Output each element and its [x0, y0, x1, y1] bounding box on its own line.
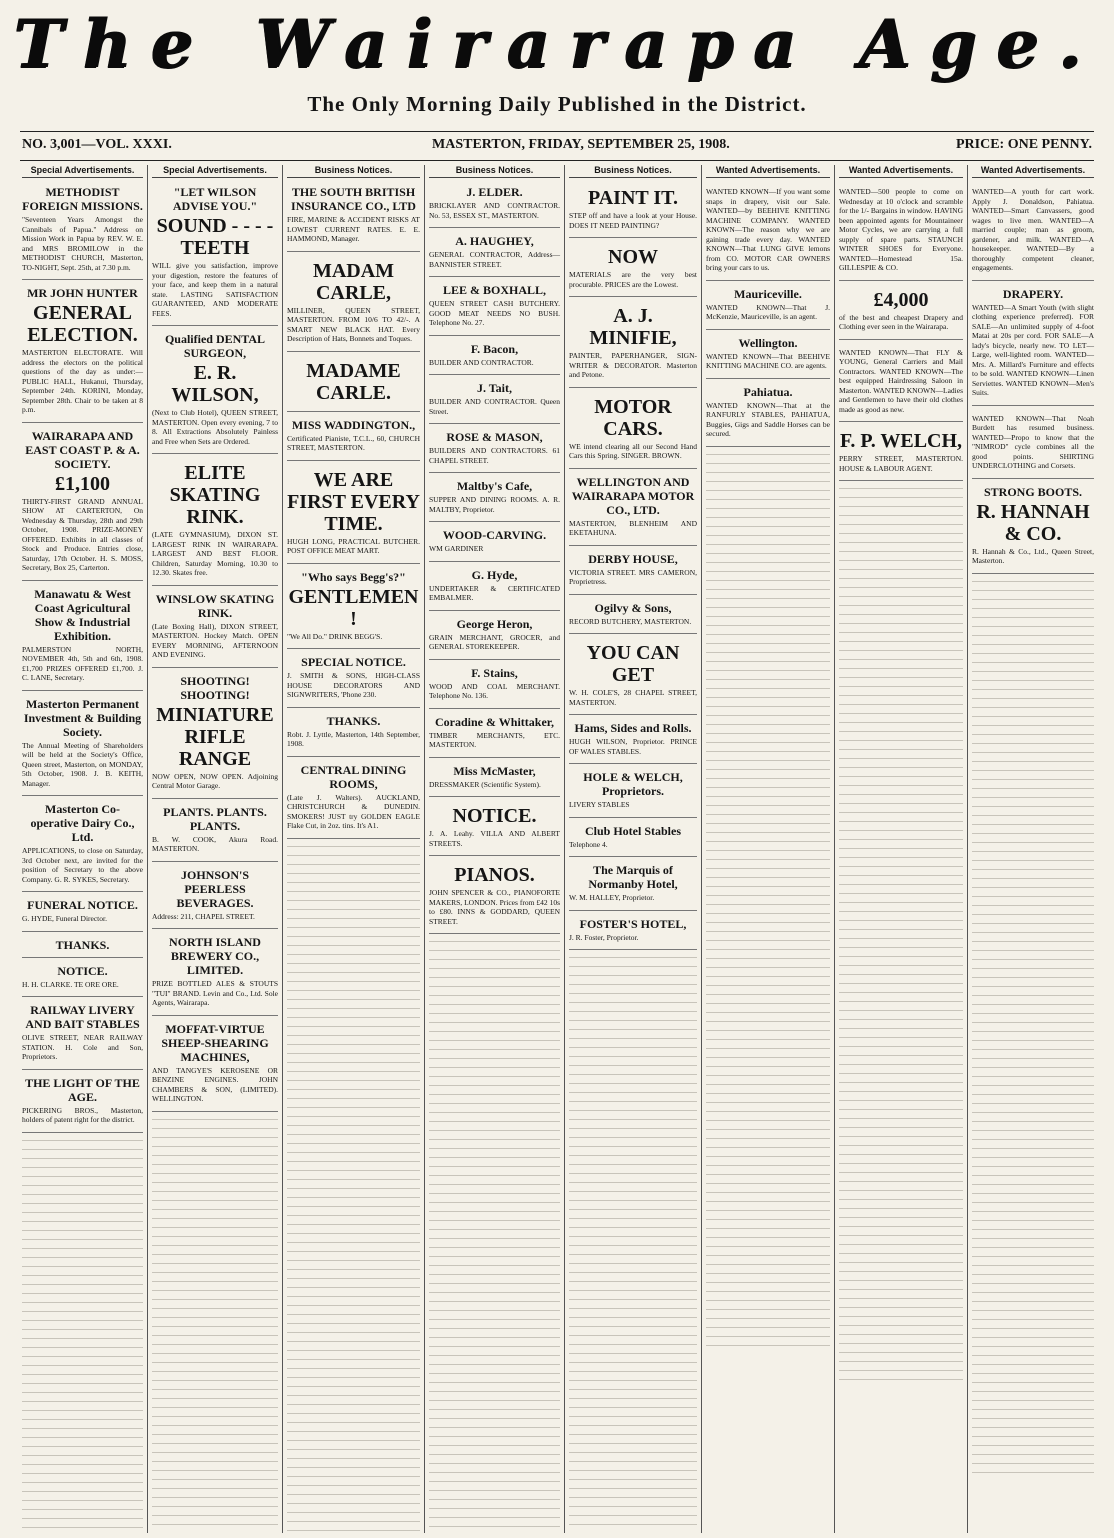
advertisement: [569, 914, 697, 951]
advertisement: [569, 391, 697, 469]
ad-heading: Hams, Sides and Rolls.: [574, 721, 692, 735]
ad-body-text: Telephone 4.: [569, 839, 608, 849]
advertisement: [429, 339, 560, 376]
advertisement: [287, 711, 420, 757]
ad-body-text: PRIZE BOTTLED ALES & STOUTS "TUI" BRAND. Levin and Co., Ltd. Sole Agents, Wairarapa.: [152, 979, 278, 1007]
column-heading: Special Advertisements.: [22, 165, 143, 178]
ad-body-text: DRESSMAKER (Scientific System).: [429, 779, 541, 789]
ad-body-text: MATERIALS are the very best procurable. PRICES are the Lowest.: [569, 270, 697, 289]
ad-heading: Qualified DENTAL SURGEON,: [164, 332, 266, 360]
ad-heading: Club Hotel Stables: [584, 823, 681, 838]
ad-body-text: WANTED KNOWN—That J. McKenzie, Mauriceville, is an agent.: [706, 302, 830, 321]
advertisement: [152, 932, 278, 1016]
masthead: [0, 0, 1114, 88]
ad-heading: Ogilvy & Sons,: [594, 600, 672, 615]
ad-heading: THE LIGHT OF THE AGE.: [25, 1075, 140, 1104]
ad-heading: WELLINGTON AND WAIRARAPA MOTOR CO., LTD.: [571, 474, 695, 517]
ad-body-text: UNDERTAKER & CERTIFICATED EMBALMER.: [429, 583, 560, 602]
ad-display-line: F. P. WELCH,: [839, 430, 963, 452]
dateline-rule: [20, 160, 1094, 161]
advertisement: [972, 482, 1094, 574]
ad-heading: G. Hyde,: [471, 567, 518, 582]
advertisement: [429, 565, 560, 611]
ad-body-text: WANTED KNOWN—That FLY & YOUNG, General Carriers and Mail Contractors. WANTED KNOWN—The best equipped Hairdressing Saloon in Masterton. WANTED KNOWN—Ladies and Gentlemen to have their old clothes made as good as new.: [839, 347, 963, 414]
column-8: [968, 165, 1098, 1533]
advertisement: [287, 567, 420, 650]
ad-body-text: J. R. Foster, Proprietor.: [569, 932, 639, 942]
advertisement: [569, 300, 697, 388]
ad-body-text: THIRTY-FIRST GRAND ANNUAL SHOW AT CARTERTON, On Wednesday & Thursday, 28th and 29th October, 1908. PRIZE-MONEY OFFERED. Exhibits in all classes of Stock and Produce. Entries close, Saturday, 17th October. H. S. MOSS, Secretary, Box 25, Carterton.: [22, 496, 143, 572]
advertisement: [22, 961, 143, 998]
advertisement: [569, 472, 697, 546]
ad-body-text: RECORD BUTCHERY, MASTERTON.: [569, 616, 692, 626]
ad-heading: Masterton Permanent Investment & Building Society.: [23, 696, 142, 739]
column-text-fill: [22, 1137, 143, 1534]
advertisement: [152, 589, 278, 668]
advertisement: [429, 378, 560, 424]
ad-heading: MISS WADDINGTON.,: [291, 417, 416, 432]
ad-heading: Wellington.: [738, 335, 798, 350]
ad-body-text: W. M. HALLEY, Proprietor.: [569, 893, 655, 902]
ad-heading: George Heron,: [456, 616, 533, 631]
ad-display-line: PAINT IT.: [587, 187, 679, 209]
column-text-fill: [287, 843, 420, 1534]
advertisement: [569, 860, 697, 911]
advertisement: [839, 425, 963, 481]
ad-heading: A. HAUGHEY,: [455, 234, 534, 248]
ad-heading: WOOD-CARVING.: [442, 528, 547, 542]
ad-heading: MOFFAT-VIRTUE SHEEP-SHEARING MACHINES,: [161, 1021, 269, 1064]
ad-body-text: J. SMITH & SONS, HIGH-CLASS HOUSE DECORATORS AND SIGNWRITERS, 'Phone 230.: [287, 671, 420, 699]
ad-heading: NOTICE.: [57, 963, 108, 978]
advertisement: [22, 935, 143, 958]
ad-body-text: WANTED KNOWN—That BEEHIVE KNITTING MACHINE CO. are agents.: [706, 351, 830, 370]
advertisement: [429, 182, 560, 228]
ad-body-text: GRAIN MERCHANT, GROCER, and GENERAL STOREKEEPER.: [429, 632, 560, 651]
ad-heading: FUNERAL NOTICE.: [27, 898, 138, 912]
newspaper-subtitle: The Only Morning Daily Published in the District.: [307, 92, 807, 116]
ad-body-text: NOW OPEN, NOW OPEN. Adjoining Central Motor Garage.: [152, 771, 278, 790]
advertisement: [429, 231, 560, 277]
ad-body-text: APPLICATIONS, to close on Saturday, 3rd October next, are invited for the position of Secretary to the above Company. G. R. SYKES, Secretary.: [22, 846, 143, 884]
ad-body-text: WANTED—A Smart Youth (with slight clothing experience preferred). FOR SALE—An unlimited supply of 4-foot Matai at 20s per cord. FOR SALE—A lady's bicycle, nearly new. TO LET—Large, well-lighted room. WANTED—Mrs. A. Millard's Furniture and effects to be sold. WANTED KNOWN—Linen Serviettes. WANTED KNOWN—Men's Suits.: [972, 302, 1094, 397]
ad-display-line: £4,000: [873, 288, 929, 311]
ad-body-text: OLIVE STREET, NEAR RAILWAY STATION. H. Cole and Son, Proprietors.: [22, 1033, 143, 1061]
advertisement: [706, 182, 830, 281]
ad-body-text: MASTERTON ELECTORATE. Will address the electors on the political questions of the day as under:— PUBLIC HALL, Hukanui, Thursday, September 24th. KORINI, Monday, September 28th. Chair to be taken at 8 p.m.: [22, 348, 143, 414]
advertisement: [429, 614, 560, 660]
ad-body-text: (Late J. Walters). AUCKLAND, CHRISTCHURCH & DUNEDIN. SMOKERS! JUST try GOLDEN EAGLE Flake Cut, in 2oz. tins. It's A1.: [287, 792, 420, 830]
advertisement: [287, 652, 420, 708]
ad-heading: "LET WILSON ADVISE YOU.": [172, 185, 258, 213]
ad-display-line: R. HANNAH & CO.: [976, 500, 1090, 545]
ad-body-text: PALMERSTON NORTH, NOVEMBER 4th, 5th and 6th, 1908. £1,700 PRIZES OFFERED £1,700. J. C. LANE, Secretary.: [22, 644, 143, 682]
advertisement: [569, 718, 697, 764]
column-1: [18, 165, 148, 1533]
column-4: [425, 165, 565, 1533]
ad-display-line: NOTICE.: [452, 805, 537, 827]
ad-body-text: WOOD AND COAL MERCHANT. Telephone No. 136.: [429, 681, 560, 700]
ad-heading: DERBY HOUSE,: [588, 551, 678, 566]
advertisement: [706, 382, 830, 447]
ad-body-text: Robt. J. Lyttle, Masterton, 14th September, 1908.: [287, 729, 420, 748]
ad-body-text: QUEEN STREET CASH BUTCHERY. GOOD MEAT NEEDS NO BUSH. Telephone No. 27.: [429, 299, 560, 327]
column-heading: Business Notices.: [287, 165, 420, 178]
ad-body-text: JOHN SPENCER & CO., PIANOFORTE MAKERS, LONDON. Prices from £42 10s to £80. INNS & GODDARD, QUEEN STREET.: [429, 888, 560, 926]
column-text-fill: [429, 938, 560, 1533]
ad-body-text: LIVERY STABLES: [569, 800, 630, 809]
column-heading: Special Advertisements.: [152, 165, 278, 178]
ad-heading: THE SOUTH BRITISH INSURANCE CO., LTD: [291, 185, 416, 213]
ad-heading: The Marquis of Normanby Hotel,: [588, 863, 678, 891]
advertisement: [287, 760, 420, 839]
ad-body-text: WANTED KNOWN—That at the RANFURLY STABLES, PAHIATUA, Buggies, Gigs and Saddle Horses can be secured.: [706, 400, 830, 438]
advertisement: [839, 284, 963, 340]
ad-display-line: MADAME CARLE.: [306, 359, 401, 404]
advertisement: [972, 182, 1094, 281]
ad-body-text: WE intend clearing all our Second Hand Cars this Spring. SINGER. BROWN.: [569, 441, 697, 460]
ad-body-text: PICKERING BROS., Masterton, holders of patent right for the district.: [22, 1105, 143, 1124]
advertisement: [22, 182, 143, 280]
ad-body-text: STEP off and have a look at your House. DOES IT NEED PAINTING?: [569, 211, 697, 230]
ad-body-text: R. Hannah & Co., Ltd., Queen Street, Masterton.: [972, 546, 1094, 565]
ad-heading: "Who says Begg's?": [301, 569, 406, 584]
ad-heading: JOHNSON'S PEERLESS BEVERAGES.: [176, 867, 254, 910]
column-text-fill: [972, 578, 1094, 1478]
ad-display-line: MADAM CARLE,: [312, 259, 395, 304]
ad-heading: FOSTER'S HOTEL,: [579, 916, 687, 931]
advertisement: [22, 799, 143, 892]
ad-display-line: E. R. WILSON,: [171, 362, 259, 406]
advertisement: [569, 549, 697, 595]
ad-body-text: AND TANGYE'S KEROSENE OR BENZINE ENGINES. JOHN CHAMBERS & SON, (LIMITED). WELLINGTON.: [152, 1065, 278, 1103]
ad-body-text: W. H. COLE'S, 28 CHAPEL STREET, MASTERTON.: [569, 688, 697, 707]
ad-heading: RAILWAY LIVERY AND BAIT STABLES: [25, 1003, 140, 1031]
advertisement: [429, 712, 560, 758]
advertisement: [287, 182, 420, 252]
ad-heading: PLANTS. PLANTS. PLANTS.: [163, 804, 267, 833]
ad-body-text: WANTED KNOWN—If you want some snaps in drapery, visit our Sale. WANTED—by BEEHIVE KNITTING MACHINE COMPANY. WANTED KNOWN—The reason why we are gaining trade every day. WANTED KNOWN—That LUNG GIVE lemons from CO. MOTOR CAR OWNERS bring your cars to us.: [706, 187, 830, 272]
advertisement: [22, 283, 143, 423]
ad-heading: THANKS.: [55, 937, 110, 952]
advertisement: [569, 767, 697, 818]
advertisement: [287, 415, 420, 461]
ad-body-text: (Next to Club Hotel), QUEEN STREET, MASTERTON. Open every evening, 7 to 8. All Extractions Absolutely Painless and Free when Sets are Ordered.: [152, 408, 278, 446]
ad-body-text: J. A. Leahy. VILLA AND ALBERT STREETS.: [429, 829, 560, 848]
ad-display-line: ELITE SKATING RINK.: [169, 462, 261, 528]
advertisement: [152, 1019, 278, 1112]
advertisement: [972, 284, 1094, 406]
ad-heading: J. ELDER.: [466, 185, 523, 199]
ad-body-text: BUILDERS AND CONTRACTORS. 61 CHAPEL STREET.: [429, 446, 560, 465]
issue-price: PRICE: ONE PENNY.: [956, 137, 1092, 152]
ad-body-text: WANTED—A youth for cart work. Apply J. Donaldson, Pahiatua. WANTED—Smart Canvassers, good wages to live men. WANTED—A married couple; man as groom, gardener, and milk. WANTED—A housekeeper. WANTED—By a thoroughly competent cleaner, engagements.: [972, 187, 1094, 272]
ad-heading: Coradine & Whittaker,: [434, 714, 554, 729]
column-6: [702, 165, 835, 1533]
advertisement: [429, 476, 560, 522]
ad-display-line: GENTLEMEN !: [288, 585, 419, 630]
ad-body-text: B. W. COOK, Akura Road. MASTERTON.: [152, 834, 278, 853]
advertisement: [152, 865, 278, 930]
advertisement: [839, 343, 963, 423]
ad-body-text: of the best and cheapest Drapery and Clothing ever seen in the Wairarapa.: [839, 312, 963, 331]
ad-heading: CENTRAL DINING ROOMS,: [300, 762, 407, 791]
issue-number: NO. 3,001—VOL. XXXI.: [22, 137, 172, 152]
advertisement: [287, 464, 420, 564]
column-text-fill: [152, 1116, 278, 1534]
advertisement: [569, 598, 697, 635]
advertisement: [152, 457, 278, 586]
advertisement: [152, 802, 278, 862]
ad-display-line: GENERAL ELECTION.: [27, 302, 138, 346]
advertisement: [22, 895, 143, 932]
advertisement: [287, 255, 420, 352]
ad-body-text: WM GARDINER: [429, 544, 484, 553]
ad-body-text: HUGH WILSON, Proprietor. PRINCE OF WALES STABLES.: [569, 737, 697, 756]
advertisement: [569, 182, 697, 238]
ad-heading: THANKS.: [326, 713, 381, 728]
ad-heading: HOLE & WELCH, Proprietors.: [583, 770, 683, 798]
ad-body-text: FIRE, MARINE & ACCIDENT RISKS AT LOWEST CURRENT RATES. E. E. HAMMOND, Manager.: [287, 215, 420, 243]
ad-body-text: WANTED—500 people to come on Wednesday at 10 o'clock and scramble for the 1/- Bargains in window. HAVING been appointed agents for Mountaineer Motor Cycles, we are carrying a full supply of spare parts. STAUNCH WINTER SHOES for Everyone. WANTED—Homestead 15a. GILLESPIE & CO.: [839, 187, 964, 272]
ad-heading: LEE & BOXHALL,: [442, 283, 547, 297]
ad-heading: Pahiatua.: [743, 384, 793, 399]
ad-body-text: BUILDER AND CONTRACTOR. Queen Street.: [429, 397, 560, 416]
ad-heading: SHOOTING! SHOOTING!: [180, 673, 250, 702]
advertisement: [287, 355, 420, 412]
advertisement: [429, 427, 560, 473]
advertisement: [22, 1000, 143, 1070]
advertisement: [22, 426, 143, 581]
advertisement: [569, 821, 697, 858]
ad-body-text: WILL give you satisfaction, improve your digestion, restore the features of your face, and keep them in a natural state. LASTING SATISFACTION GUARANTEED, AND MODERATE FEES.: [152, 261, 278, 318]
column-heading: Business Notices.: [569, 165, 697, 178]
ad-heading: Masterton Co-operative Dairy Co., Ltd.: [30, 802, 135, 844]
column-2: [148, 165, 283, 1533]
ad-heading: Mauriceville.: [734, 286, 802, 301]
advertisement: [569, 241, 697, 297]
ad-display-line: MINIATURE RIFLE RANGE: [156, 703, 274, 770]
ad-body-text: VICTORIA STREET. MRS CAMERON, Proprietress.: [569, 567, 697, 586]
ad-display-line: SOUND - - - - TEETH: [156, 215, 274, 259]
ad-body-text: HUGH LONG, PRACTICAL BUTCHER. POST OFFICE MEAT MART.: [287, 536, 420, 555]
dateline: [22, 137, 1092, 157]
column-heading: Wanted Advertisements.: [972, 165, 1094, 178]
column-heading: Wanted Advertisements.: [839, 165, 963, 178]
ad-body-text: H. H. CLARKE. TE ORE ORE.: [22, 979, 119, 989]
ad-display-line: A. J. MINIFIE,: [589, 305, 677, 349]
column-5: [565, 165, 702, 1533]
advertisement: [972, 409, 1094, 479]
column-heading: Wanted Advertisements.: [706, 165, 830, 178]
ad-body-text: "We All Do." DRINK BEGG'S.: [287, 631, 383, 641]
newspaper-title: The Wairarapa Age.: [13, 5, 1101, 83]
ad-heading: ROSE & MASON,: [446, 430, 543, 444]
newspaper-columns: [18, 165, 1098, 1533]
ad-display-line: PIANOS.: [454, 864, 535, 886]
ad-heading: SPECIAL NOTICE.: [301, 655, 406, 669]
advertisement: [152, 671, 278, 799]
ad-heading: Miss McMaster,: [453, 763, 536, 778]
ad-heading: METHODIST FOREIGN MISSIONS.: [22, 185, 143, 213]
ad-body-text: "Seventeen Years Amongst the Cannibals of Papua." Address on Mission Work in Papua by REV. W. E. and MRS BROMILOW in the METHODIST CHURCH, Masterton, TO-NIGHT, Sept. 25th, at 7.30 p.m.: [22, 215, 143, 272]
ad-display-line: MOTOR CARS.: [594, 395, 672, 440]
advertisement: [429, 800, 560, 856]
ad-heading: F. Bacon,: [470, 341, 519, 356]
column-text-fill: [706, 451, 830, 1351]
top-rule: [20, 131, 1094, 132]
column-7: [835, 165, 968, 1533]
ad-body-text: BUILDER AND CONTRACTOR.: [429, 357, 534, 367]
ad-body-text: TIMBER MERCHANTS, ETC. MASTERTON.: [429, 730, 560, 749]
ad-body-text: MILLINER, QUEEN STREET, MASTERTON. FROM 10/6 TO 42/-. A SMART NEW BLACK HAT. Every Description of Hats, Bonnets and Toques.: [287, 305, 420, 343]
advertisement: [22, 1073, 143, 1133]
advertisement: [706, 284, 830, 330]
advertisement: [839, 182, 963, 281]
ad-body-text: (Late Boxing Hall), DIXON STREET, MASTERTON. Hockey Match. OPEN EVERY MORNING, AFTERNOON AND EVENING.: [152, 621, 278, 659]
ad-display-line: YOU CAN GET: [586, 642, 680, 686]
ad-display-line: WE ARE FIRST EVERY TIME.: [287, 468, 420, 535]
ad-heading: WAIRARAPA AND EAST COAST P. & A. SOCIETY.: [25, 428, 140, 471]
ad-heading: Manawatu & West Coast Agricultural Show & Industrial Exhibition.: [34, 586, 131, 643]
issue-date: MASTERTON, FRIDAY, SEPTEMBER 25, 1908.: [432, 137, 730, 152]
ad-heading: J. Tait,: [476, 381, 512, 395]
advertisement: [569, 637, 697, 715]
ad-body-text: (LATE GYMNASIUM), DIXON ST. LARGEST RINK IN WAIRARAPA. LARGEST AND BEST FLOOR. Children, Saturday Morning, 10.30 to 12.30. Skates free.: [152, 530, 278, 577]
ad-body-text: SUPPER AND DINING ROOMS. A. R. MALTBY, Proprietor.: [429, 495, 560, 514]
advertisement: [429, 280, 560, 336]
ad-display-line: £1,100: [55, 472, 110, 495]
column-heading: Business Notices.: [429, 165, 560, 178]
column-text-fill: [839, 485, 963, 1385]
column-text-fill: [569, 954, 697, 1533]
ad-heading: STRONG BOOTS.: [983, 484, 1083, 499]
ad-heading: WINSLOW SKATING RINK.: [155, 591, 275, 620]
ad-body-text: Certificated Pianiste, T.C.L., 60, CHURCH STREET, MASTERTON.: [287, 433, 420, 452]
ad-body-text: GENERAL CONTRACTOR, Address—BANNISTER STREET.: [429, 250, 560, 269]
advertisement: [429, 859, 560, 934]
advertisement: [706, 333, 830, 379]
ad-heading: MR JOHN HUNTER: [27, 286, 138, 300]
advertisement: [22, 584, 143, 691]
ad-body-text: Address: 211, CHAPEL STREET.: [152, 911, 255, 921]
advertisement: [429, 663, 560, 709]
advertisement: [429, 761, 560, 798]
ad-body-text: PERRY STREET, MASTERTON. HOUSE & LABOUR AGENT.: [839, 454, 963, 473]
ad-heading: F. Stains,: [471, 665, 518, 680]
ad-body-text: BRICKLAYER AND CONTRACTOR. No. 53, ESSEX ST., MASTERTON.: [429, 201, 560, 220]
advertisement: [152, 329, 278, 454]
ad-heading: Maltby's Cafe,: [456, 479, 533, 493]
ad-body-text: The Annual Meeting of Shareholders will be held at the Society's Office, Queen street, Masterton, on MONDAY, 5th October, 1908. J. B. KEITH, Manager.: [22, 740, 143, 788]
ad-display-line: NOW: [608, 246, 658, 268]
advertisement: [22, 694, 143, 797]
advertisement: [152, 182, 278, 326]
ad-body-text: PAINTER, PAPERHANGER, SIGN-WRITER & DECORATOR. Masterton and Petone.: [569, 351, 697, 379]
ad-body-text: WANTED KNOWN—That Noah Burdett has resumed business. WANTED—Propo to know that the "NIMROD" cycle combines all the good points. SHIRTING UNDERCLOTHING and Corsets.: [972, 413, 1094, 470]
ad-body-text: G. HYDE, Funeral Director.: [22, 914, 107, 923]
ad-body-text: MASTERTON, BLENHEIM AND EKETAHUNA.: [569, 518, 697, 537]
column-3: [283, 165, 425, 1533]
ad-heading: NORTH ISLAND BREWERY CO., LIMITED.: [169, 935, 261, 977]
advertisement: [429, 525, 560, 562]
ad-heading: DRAPERY.: [1002, 286, 1064, 301]
